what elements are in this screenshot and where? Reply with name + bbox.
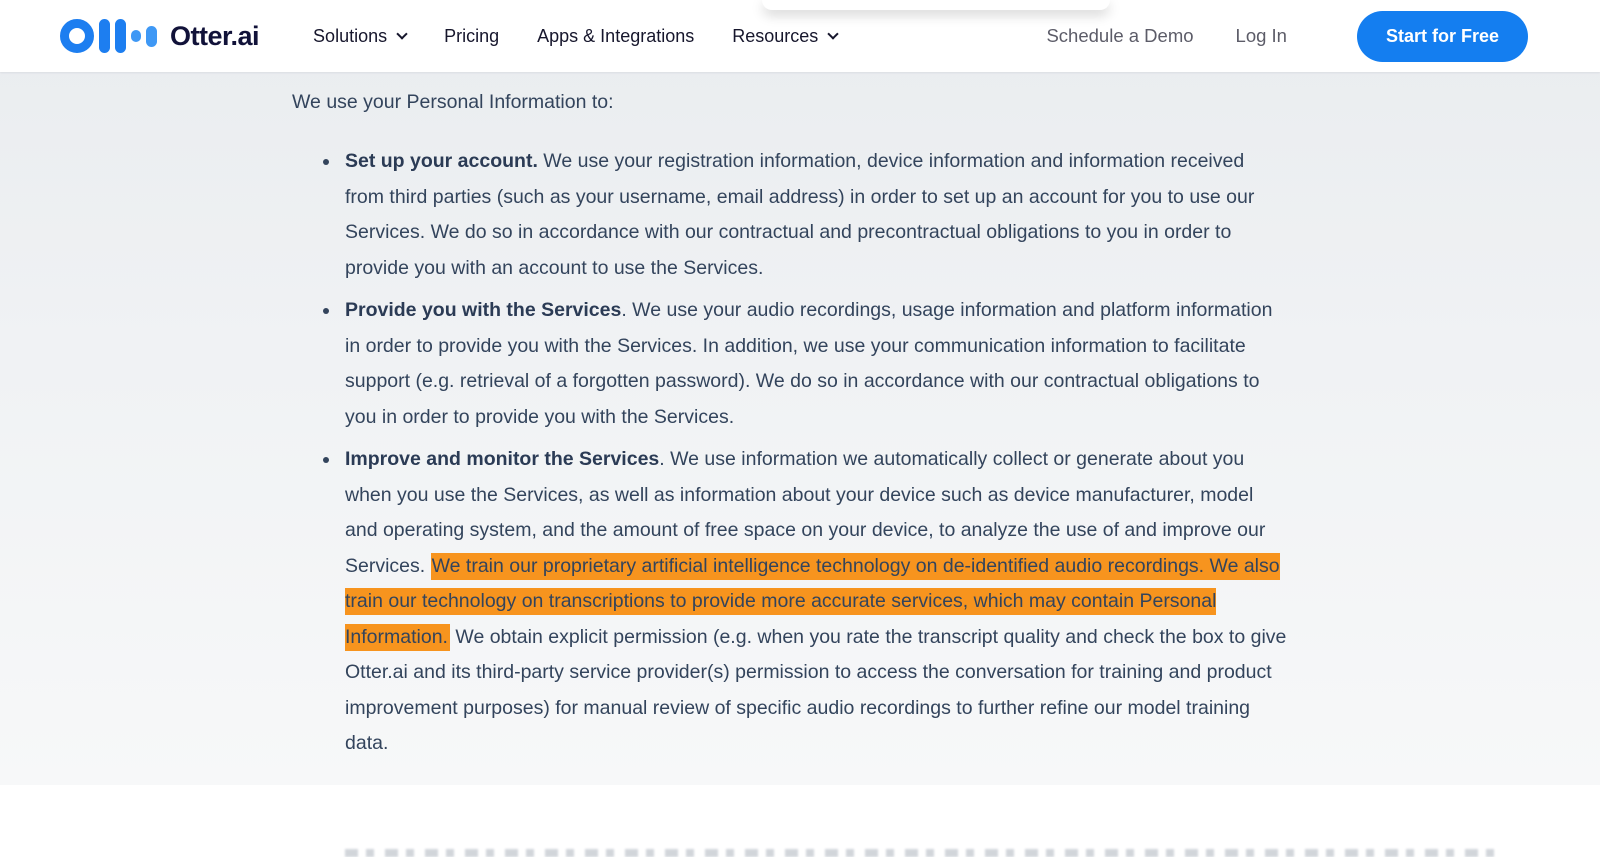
otter-logo[interactable]	[60, 19, 259, 53]
chevron-down-icon	[396, 28, 407, 39]
bullet-body: We use your registration information, device information and information received from third parties (such as your username, email address) in order to set up an account for you to use our Services. We do so in accordance with our contractual and precontractual obligations to you in order to provide you with an account to use the Services.	[345, 150, 1255, 279]
list-item-provide-services	[292, 293, 1287, 435]
nav-item-apps-integrations[interactable]	[537, 26, 694, 47]
bullet-body: . We use information we automatically collect or generate about you when you use the Services, as well as information about your device such as device manufacturer, model and operating system, and the amount of free space on your device, to analyze the use of and improve our Services.	[345, 448, 1266, 577]
bullet-list	[292, 144, 1600, 762]
logo-bar-shape	[99, 19, 110, 53]
bullet-body: . We use your audio recordings, usage information and platform information in order to provide you with the Services. In addition, we use your communication information to facilitate support (e.g. retrieval of a forgotten password). We do so in accordance with our contractual obligations to you in order to provide you with the Services.	[345, 299, 1273, 428]
nav-right-group	[1046, 11, 1528, 62]
nav-label: Resources	[732, 25, 819, 46]
list-item-set-up-account	[292, 144, 1287, 286]
nav-label: Solutions	[313, 25, 388, 46]
otter-waveform-icon	[60, 19, 157, 53]
logo-ring-shape	[60, 19, 94, 53]
logo-dot-shape	[131, 30, 141, 42]
logo-wordmark: Otter.ai	[170, 20, 260, 51]
bullet-title: Provide you with the Services	[345, 299, 622, 321]
logo-short-bar-shape	[146, 26, 157, 47]
nav-label: Apps & Integrations	[537, 25, 695, 46]
top-nav-bar	[0, 0, 1600, 72]
nav-item-resources[interactable]	[732, 26, 837, 47]
privacy-policy-content	[0, 72, 1600, 762]
intro-line: We use your Personal Information to:	[292, 91, 614, 113]
dropdown-panel-remnant	[762, 0, 1110, 10]
bullet-body-after: We obtain explicit permission (e.g. when you rate the transcript quality and check the box to give Otter.ai and its third-party service provider(s) permission to access the conversation for training and product improvement purposes) for manual review of specific audio recordings to further refine our model training data.	[345, 625, 1287, 754]
nav-item-solutions[interactable]	[313, 26, 406, 47]
logo-bar-shape	[115, 19, 126, 53]
highlighted-text: We train our proprietary artificial intelligence technology on de-identified audio recordings. We also train our technology on transcriptions to provide more accurate services, which may contain Personal Information.	[345, 553, 1280, 651]
main-nav	[313, 26, 837, 47]
chevron-down-icon	[828, 28, 839, 39]
schedule-demo-link[interactable]: Schedule a Demo	[1046, 25, 1194, 46]
clipped-text-line	[345, 849, 1495, 857]
nav-label: Pricing	[444, 25, 500, 46]
login-link[interactable]: Log In	[1235, 25, 1287, 46]
list-item-improve-monitor	[292, 442, 1287, 762]
nav-item-pricing[interactable]	[444, 26, 499, 47]
bullet-title: Set up your account.	[345, 150, 538, 172]
bullet-title: Improve and monitor the Services	[345, 448, 660, 470]
start-for-free-button[interactable]: Start for Free	[1357, 11, 1528, 62]
